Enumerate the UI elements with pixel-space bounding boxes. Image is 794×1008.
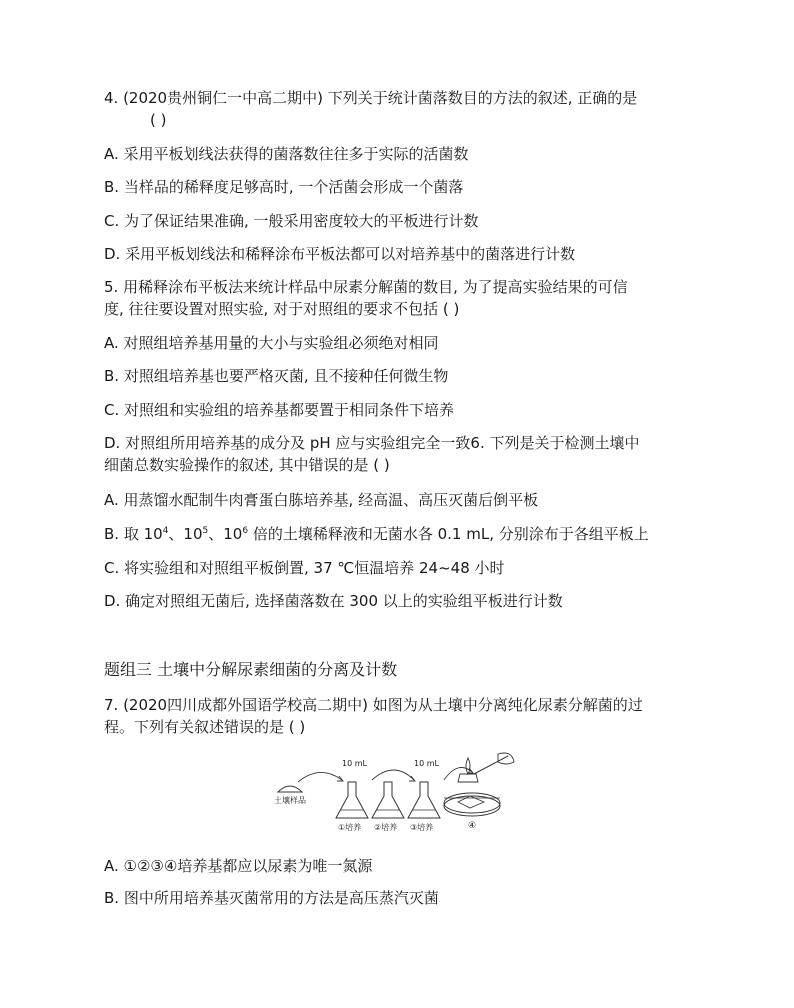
q6-option-b-rest: 倍的土壤稀释液和无菌水各 0.1 mL, 分别涂布于各组平板上 [248, 525, 649, 543]
flask-2-label: ②培养 [374, 823, 398, 832]
q6-option-d: D. 确定对照组无菌后, 选择菌落数在 300 以上的实验组平板进行计数 [104, 592, 563, 610]
transfer-volume-2: 10 mL [414, 759, 439, 768]
q5-stem-line1: 5. 用稀释涂布平板法来统计样品中尿素分解菌的数目, 为了提高实验结果的可信 [104, 278, 628, 296]
q6-option-b-sep1: 、10 [168, 525, 203, 543]
q5-option-a: A. 对照组培养基用量的大小与实验组必须绝对相同 [104, 334, 439, 352]
flask-2-icon [372, 782, 404, 818]
flask-1-icon [336, 782, 368, 818]
flask-3-label: ③培养 [410, 823, 434, 832]
flask-1-label: ①培养 [338, 823, 362, 832]
inoculating-loop-icon [474, 756, 508, 774]
q7-option-a: A. ①②③④培养基都应以尿素为唯一氮源 [104, 857, 373, 875]
transfer-volume-1: 10 mL [342, 759, 367, 768]
q5-option-c: C. 对照组和实验组的培养基都要置于相同条件下培养 [104, 401, 455, 419]
lamp-icon [458, 774, 478, 782]
q6-exponent-1: 4 [162, 526, 169, 536]
soil-sample-icon [278, 786, 302, 792]
q6-option-c: C. 将实验组和对照组平板倒置, 37 ℃恒温培养 24~48 小时 [104, 559, 505, 577]
q4-option-b: B. 当样品的稀释度足够高时, 一个活菌会形成一个菌落 [104, 178, 464, 196]
q6-exponent-2: 5 [202, 526, 209, 536]
q6-option-b [104, 524, 649, 544]
q6-option-b-prefix: B. 取 10 [104, 525, 163, 543]
q4-option-a: A. 采用平板划线法获得的菌落数往往多于实际的活菌数 [104, 145, 469, 163]
q4-option-d: D. 采用平板划线法和稀释涂布平板法都可以对培养基中的菌落进行计数 [104, 245, 576, 263]
soil-sample-label: 土壤样品 [274, 796, 306, 805]
hand-icon [498, 753, 514, 764]
experiment-figure [268, 752, 530, 836]
q6-stem-line2: 细菌总数实验操作的叙述, 其中错误的是 ( ) [104, 456, 390, 474]
q5-stem-line2: 度, 往往要设置对照实验, 对于对照组的要求不包括 ( ) [104, 300, 460, 318]
q4-answer-blank: ( ) [150, 111, 167, 129]
q7-stem-line2: 程。下列有关叙述错误的是 ( ) [104, 718, 306, 736]
q7-option-b: B. 图中所用培养基灭菌常用的方法是高压蒸汽灭菌 [104, 889, 439, 907]
flame-icon [466, 758, 470, 774]
q4-stem-line1: 4. (2020贵州铜仁一中高二期中) 下列关于统计菌落数目的方法的叙述, 正确的是 [104, 89, 638, 107]
q5-option-d: D. 对照组所用培养基的成分及 pH 应与实验组完全一致6. 下列是关于检测土壤中 [104, 434, 640, 452]
q5-option-b: B. 对照组培养基也要严格灭菌, 且不接种任何微生物 [104, 367, 449, 385]
petri-dish-label: ④ [468, 821, 477, 831]
q4-option-c: C. 为了保证结果准确, 一般采用密度较大的平板进行计数 [104, 212, 479, 230]
q6-exponent-3: 6 [242, 526, 249, 536]
q6-option-a: A. 用蒸馏水配制牛肉膏蛋白胨培养基, 经高温、高压灭菌后倒平板 [104, 491, 539, 509]
flask-3-icon [408, 782, 440, 818]
q6-option-b-sep2: 、10 [208, 525, 243, 543]
section-heading: 题组三 土壤中分解尿素细菌的分离及计数 [104, 660, 398, 679]
q7-stem-line1: 7. (2020四川成都外国语学校高二期中) 如图为从土壤中分离纯化尿素分解菌的过 [104, 696, 643, 714]
arrow-1 [298, 772, 342, 782]
arrow-2 [372, 770, 414, 780]
